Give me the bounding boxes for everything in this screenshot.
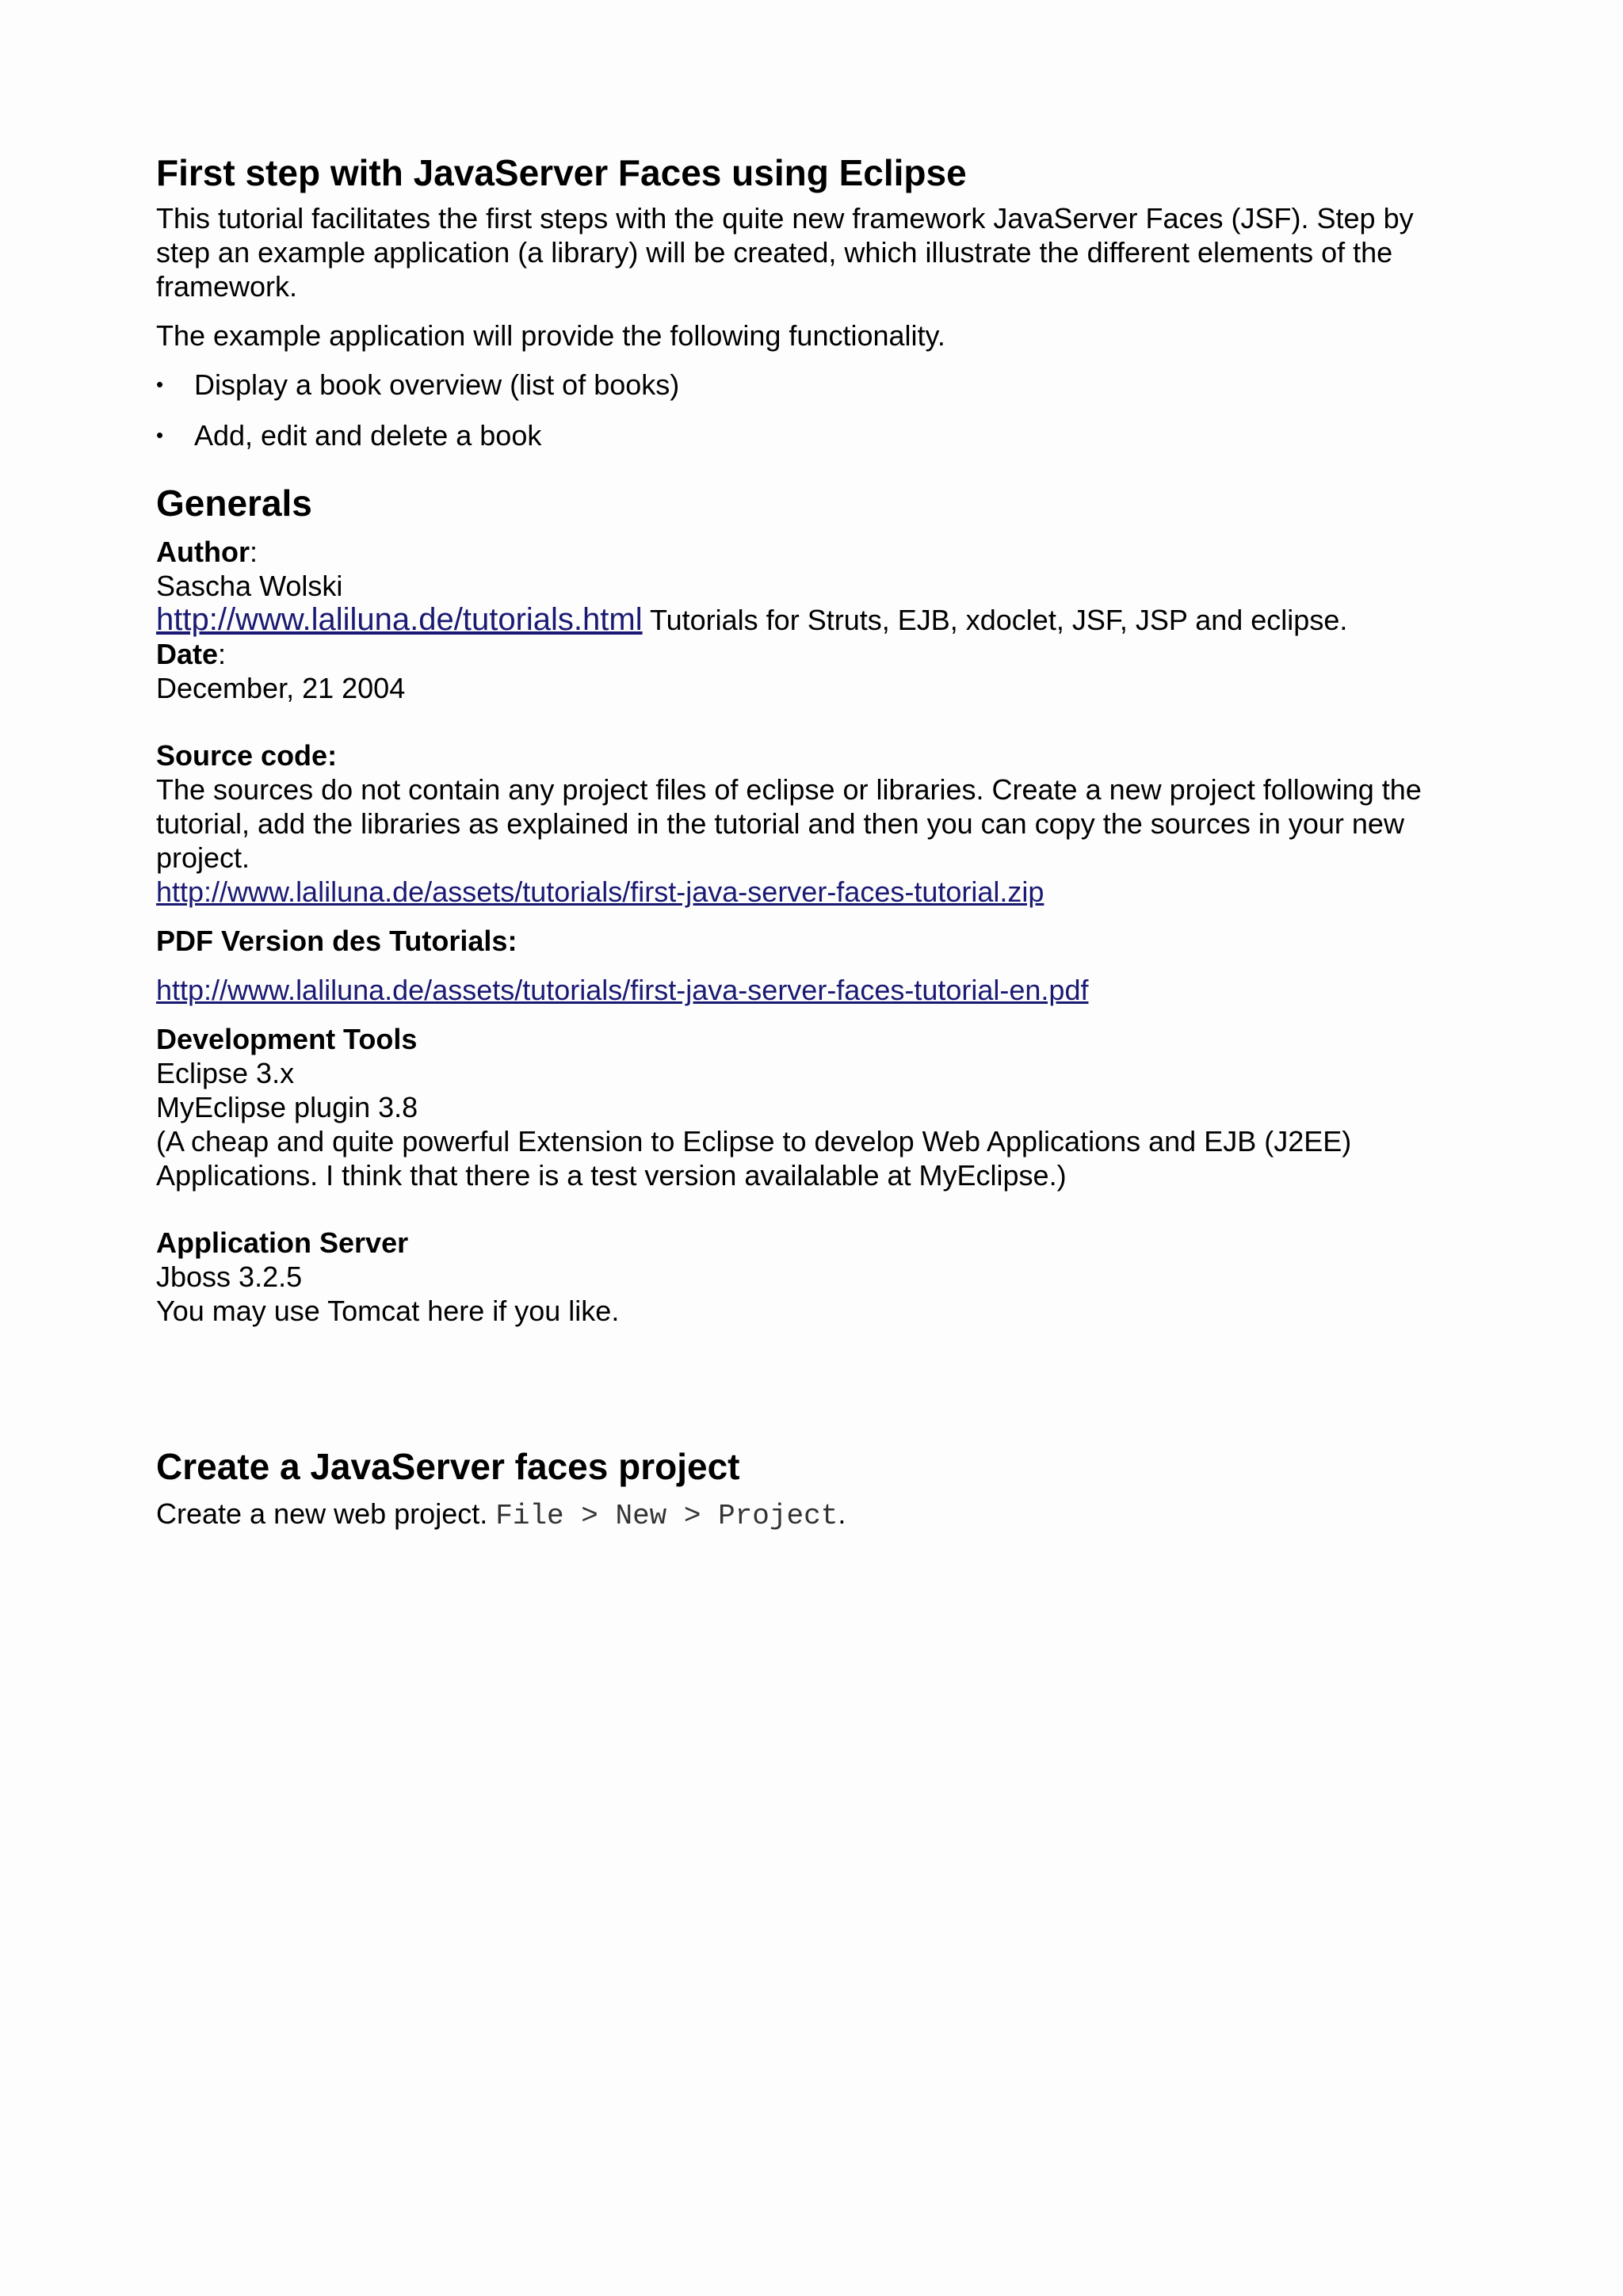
devtools-description: (A cheap and quite powerful Extension to Eclipse to develop Web Applications and EJB (J2EE) Applications. I think that there is a test version availalable at MyEclipse.) bbox=[156, 1125, 1352, 1192]
functionality-list bbox=[156, 368, 1472, 452]
create-project-instruction: Create a new web project. bbox=[156, 1497, 496, 1530]
document-page bbox=[156, 151, 1472, 1533]
application-server-label: Application Server bbox=[156, 1226, 409, 1259]
create-project-text bbox=[156, 1497, 1472, 1533]
tutorials-link-description: Tutorials for Struts, EJB, xdoclet, JSF, JSP and eclipse. bbox=[642, 604, 1348, 636]
generals-heading: Generals bbox=[156, 482, 312, 524]
source-zip-link[interactable]: http://www.laliluna.de/assets/tutorials/first-java-server-faces-tutorial.zip bbox=[156, 875, 1044, 908]
pdf-link-line bbox=[156, 973, 1472, 1007]
create-project-period: . bbox=[838, 1497, 846, 1530]
list-item bbox=[156, 368, 1472, 402]
intro-paragraph: This tutorial facilitates the first steps with the quite new framework JavaServer Faces (JSF). Step by step an example application (a library) will be created, which illustrate the different elements of the framework. bbox=[156, 202, 1414, 303]
appserver-tomcat-note: You may use Tomcat here if you like. bbox=[156, 1295, 620, 1327]
bullet-icon: • bbox=[156, 372, 164, 396]
development-tools-label: Development Tools bbox=[156, 1023, 418, 1055]
create-project-heading: Create a JavaServer faces project bbox=[156, 1446, 740, 1487]
appserver-jboss: Jboss 3.2.5 bbox=[156, 1261, 303, 1293]
date-line bbox=[156, 637, 1472, 671]
author-colon: : bbox=[249, 536, 258, 568]
devtools-eclipse: Eclipse 3.x bbox=[156, 1057, 295, 1089]
date-label: Date bbox=[156, 638, 219, 670]
list-item bbox=[156, 418, 1472, 452]
devtools-myeclipse: MyEclipse plugin 3.8 bbox=[156, 1091, 418, 1123]
tutorials-link[interactable]: http://www.laliluna.de/tutorials.html bbox=[156, 602, 643, 637]
bullet-icon: • bbox=[156, 423, 164, 447]
source-link-line bbox=[156, 875, 1472, 909]
source-code-label: Source code: bbox=[156, 739, 338, 772]
source-code-text: The sources do not contain any project files of eclipse or libraries. Create a new project following the tutorial, add the libraries as explained in the tutorial and then you can copy the sources in your new project. bbox=[156, 773, 1422, 874]
pdf-version-label: PDF Version des Tutorials: bbox=[156, 925, 517, 957]
list-item-text: Add, edit and delete a book bbox=[194, 419, 542, 452]
menu-path: File > New > Project bbox=[495, 1500, 838, 1532]
author-name: Sascha Wolski bbox=[156, 570, 343, 602]
author-label: Author bbox=[156, 536, 250, 568]
pdf-link[interactable]: http://www.laliluna.de/assets/tutorials/first-java-server-faces-tutorial-en.pdf bbox=[156, 974, 1089, 1006]
functionality-paragraph: The example application will provide the following functionality. bbox=[156, 319, 945, 352]
date-value: December, 21 2004 bbox=[156, 672, 406, 704]
list-item-text: Display a book overview (list of books) bbox=[194, 368, 680, 401]
page-title: First step with JavaServer Faces using Eclipse bbox=[156, 152, 967, 193]
author-line bbox=[156, 535, 1472, 569]
author-link-line bbox=[156, 603, 1472, 637]
date-colon: : bbox=[218, 638, 227, 670]
